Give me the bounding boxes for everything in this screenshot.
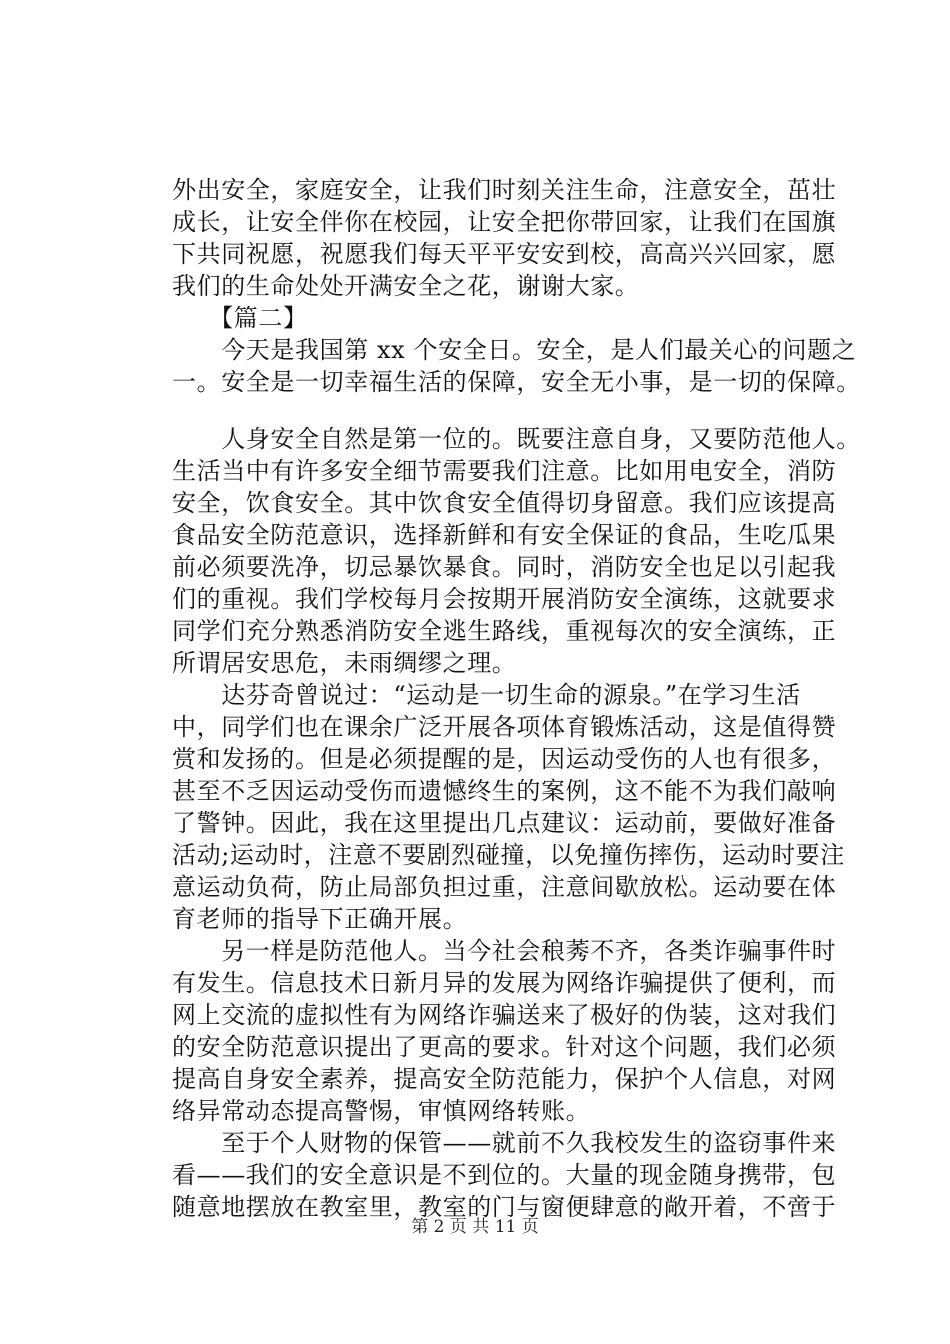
text-line: 随意地摆放在教室里，教室的门与窗便肆意的敞开着，不啻于 xyxy=(172,1193,837,1221)
text-line: 人身安全自然是第一位的。既要注意自身，又要防范他人。 xyxy=(172,425,861,453)
text-line: 络异常动态提高警惕，审慎网络转账。 xyxy=(172,1097,591,1125)
text-line: 我们的生命处处开满安全之花，谢谢大家。 xyxy=(172,272,640,300)
section-heading: 【篇二】 xyxy=(172,304,308,332)
text-line: 另一样是防范他人。当今社会稂莠不齐，各类诈骗事件时 xyxy=(172,937,837,965)
text-line: 一。安全是一切幸福生活的保障，安全无小事，是一切的保障。 xyxy=(172,368,861,396)
text-line: 今天是我国第 xx 个安全日。安全，是人们最关心的问题之 xyxy=(172,336,857,364)
document-body xyxy=(172,174,861,1223)
text-line: 中，同学们也在课余广泛开展各项体育锻炼活动，这是值得赞 xyxy=(172,713,837,741)
text-line: 活动;运动时，注意不要剧烈碰撞，以免撞伤摔伤，运动时要注 xyxy=(172,841,845,869)
page-number: 第 2 页 共 11 页 xyxy=(411,1217,539,1237)
text-line: 了警钟。因此，我在这里提出几点建议：运动前，要做好准备 xyxy=(172,809,837,837)
text-line: 生活当中有许多安全细节需要我们注意。比如用电安全，消防 xyxy=(172,457,837,485)
text-line: 网上交流的虚拟性有为网络诈骗送来了极好的伪装，这对我们 xyxy=(172,1001,837,1029)
text-line: 意运动负荷，防止局部负担过重，注意间歇放松。运动要在体 xyxy=(172,873,837,901)
text-line: 育老师的指导下正确开展。 xyxy=(172,905,468,933)
text-line: 前必须要洗净，切忌暴饮暴食。同时，消防安全也足以引起我 xyxy=(172,553,837,581)
text-line: 看——我们的安全意识是不到位的。大量的现金随身携带，包 xyxy=(172,1161,837,1189)
text-line: 安全，饮食安全。其中饮食安全值得切身留意。我们应该提高 xyxy=(172,489,837,517)
text-line: 的安全防范意识提出了更高的要求。针对这个问题，我们必须 xyxy=(172,1033,837,1061)
text-line: 至于个人财物的保管——就前不久我校发生的盗窃事件来 xyxy=(172,1129,837,1157)
text-line: 甚至不乏因运动受伤而遗憾终生的案例，这不能不为我们敲响 xyxy=(172,777,837,805)
text-line: 食品安全防范意识，选择新鲜和有安全保证的食品，生吃瓜果 xyxy=(172,521,837,549)
text-line: 外出安全，家庭安全，让我们时刻关注生命，注意安全，茁壮 xyxy=(172,176,837,204)
text-line: 达芬奇曾说过：“运动是一切生命的源泉。”在学习生活 xyxy=(172,681,801,709)
text-line: 赏和发扬的。但是必须提醒的是，因运动受伤的人也有很多， xyxy=(172,745,837,773)
text-line: 下共同祝愿，祝愿我们每天平平安安到校，高高兴兴回家，愿 xyxy=(172,240,837,268)
text-line: 有发生。信息技术日新月异的发展为网络诈骗提供了便利，而 xyxy=(172,969,837,997)
page-footer xyxy=(0,1216,950,1238)
text-line: 所谓居安思危，未雨绸缪之理。 xyxy=(172,649,517,677)
text-line: 成长，让安全伴你在校园，让安全把你带回家，让我们在国旗 xyxy=(172,208,837,236)
text-line: 们的重视。我们学校每月会按期开展消防安全演练，这就要求 xyxy=(172,585,837,613)
text-line: 同学们充分熟悉消防安全逃生路线，重视每次的安全演练，正 xyxy=(172,617,837,645)
text-line: 提高自身安全素养，提高安全防范能力，保护个人信息，对网 xyxy=(172,1065,837,1093)
